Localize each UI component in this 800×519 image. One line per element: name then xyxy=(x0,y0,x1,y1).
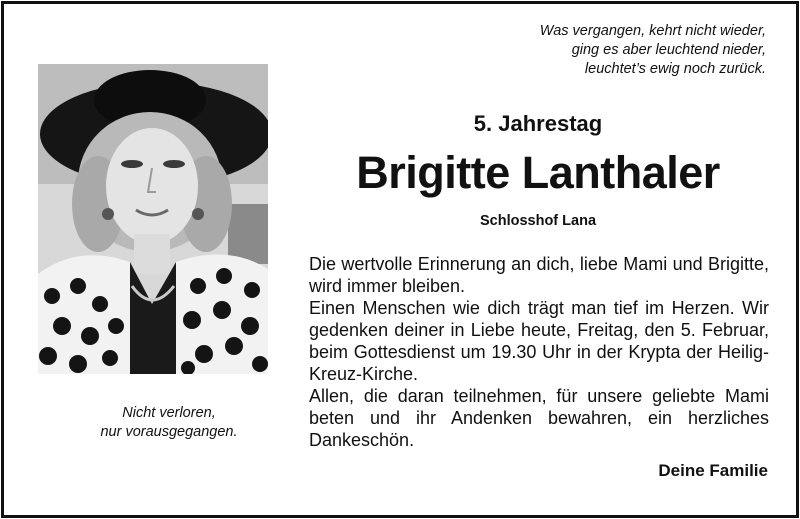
quote-line: leuchtet’s ewig noch zurück. xyxy=(584,61,766,77)
location-label: Schlosshof Lana xyxy=(479,213,597,229)
signature: Deine Familie xyxy=(658,461,768,480)
caption-line: Nicht verloren, xyxy=(122,405,216,421)
anniversary-subtitle: 5. Jahrestag xyxy=(473,111,603,136)
obituary-body xyxy=(309,253,769,451)
deceased-name: Brigitte Lanthaler xyxy=(356,147,720,198)
quote-line: Was vergangen, kehrt nicht wieder, xyxy=(539,23,766,39)
body-paragraph: Einen Menschen wie dich trägt man tief im Herzen. Wir gedenken deiner in Liebe heute, Freitag, den 5. Februar, beim Gottesdienst um 19.30 Uhr in der Krypta der Heilig-Kreuz-Kirche. xyxy=(309,298,769,384)
quote-line: ging es aber leuchtend nieder, xyxy=(571,42,766,58)
portrait-photo xyxy=(38,64,268,374)
body-paragraph: Allen, die daran teilnehmen, für unsere geliebte Mami beten und ihr Andenken bewahren, ein herzliches Dankeschön. xyxy=(309,386,769,450)
memorial-quote xyxy=(470,22,766,79)
body-paragraph: Die wertvolle Erinnerung an dich, liebe Mami und Brigitte, wird immer bleiben. xyxy=(309,254,769,296)
photo-caption xyxy=(38,404,300,442)
caption-line: nur vorausgegangen. xyxy=(100,424,238,440)
